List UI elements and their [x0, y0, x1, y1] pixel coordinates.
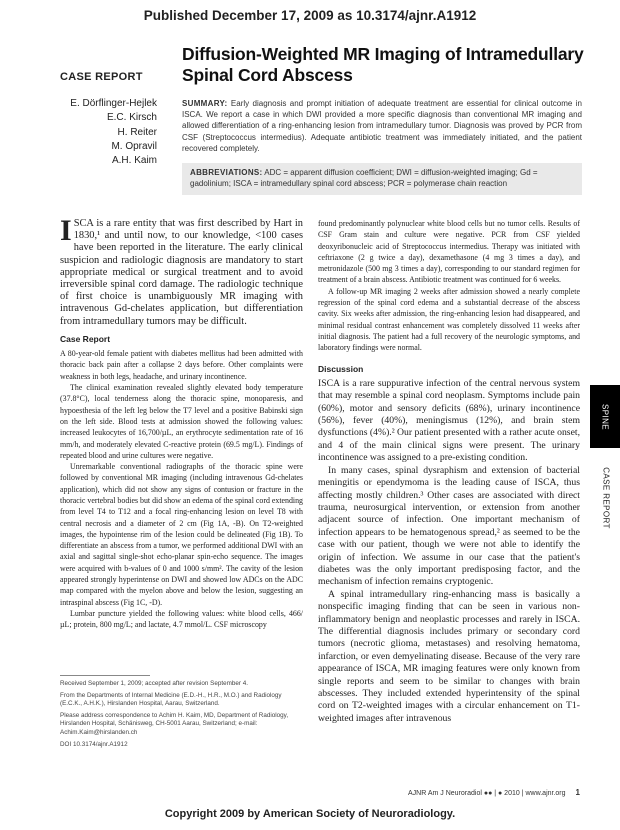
- abbreviations-label: ABBREVIATIONS:: [190, 168, 263, 177]
- summary-text: Early diagnosis and prompt initiation of adequate treatment are essential for clinical outcome in ISCA. We report a case in which DWI provided a more specific diagnosis than conventional MR imaging and allowed differentiation of a ring-enhancing lesion from intramedullary tumor. Diagnosis was proved by PCR from CSF (Streptococcus intermedius). Adequate antibiotic treatment was immediately initiated, and the patient recovered completely.: [182, 99, 582, 153]
- right-column: [318, 218, 580, 725]
- body-paragraph: A 80-year-old female patient with diabetes mellitus had been admitted with thoracic back pain after a collapse 2 days before. Other complaints were weakness in both legs, headache, and urinary incontinence.: [60, 349, 303, 381]
- journal-footer: [318, 788, 580, 797]
- journal-citation: AJNR Am J Neuroradiol ●● | ● 2010 | www.ajnr.org: [407, 790, 566, 797]
- spine-section-tab: SPINE: [590, 385, 620, 448]
- received-note: Received September 1, 2009; accepted after revision September 4.: [60, 680, 248, 687]
- summary-label: SUMMARY:: [182, 99, 228, 108]
- discussion-paragraph: A spinal intramedullary ring-enhancing mass is basically a nonspecific imaging finding that can be seen in various non-inflammatory benign and neoplastic processes and rarely in ISCA. The differential diagnosis includes primary or secondary cord tumors (necrotic glioma, metastases) and resolving hematoma, infarction, or even demyelinating disease. Because of the very rare appearance of ISCA, MR imaging features were only known from single reports and seem to be similar to changes with brain abscesses. They included extended hyperintensity of the spinal cord on T2-weighted images with a circular enhancement on T1-weighted images after intravenous: [318, 588, 580, 724]
- author-list: [70, 97, 157, 168]
- article-title: Diffusion-Weighted MR Imaging of Intramedullary Spinal Cord Abscess: [182, 44, 584, 85]
- discussion-paragraph: ISCA is a rare suppurative infection of the central nervous system that may resemble a spinal cord neoplasm. Symptoms include pain (60%), motor and sensory deficits (68%), urinary incontinence (56%), fever (40%), meningismus (12%), and brain stem dysfunctions (4%).² Our patient presented with a rather acute onset, and 4 of the main clinical signs were present. The urinary incontinence was assigned to a pre-existing condition.: [318, 377, 580, 464]
- footnotes: [60, 680, 303, 752]
- case-report-side-label: CASE REPORT: [601, 467, 611, 529]
- body-paragraph: Lumbar puncture yielded the following values: white blood cells, 466/µL; protein, 800 mg/L; and lactate, 4.7 mmol/L. CSF microscopy: [60, 608, 303, 630]
- body-paragraph: A follow-up MR imaging 2 weeks after admission showed a nearly complete regression of the spinal cord edema and a substantial decrease of the abscess cavity. Six weeks after admission, the ring-enhancing lesion had disappeared, and minimal residual contrast enhancement was completely dissolved 11 weeks after initial diagnosis. The patient had a full recovery of the neurologic symptoms, and laboratory findings were normal.: [318, 286, 580, 353]
- body-paragraph: The clinical examination revealed slightly elevated body temperature (37.8°C), local tenderness along the thoracic spine, monoparesis, and hypoesthesia of the left leg below the T7 level and a positive Babinski sign on the left side. Blood tests at admission showed the following values: increased leukocytes of 16,700/µL, an erythrocyte sedimentation rate of 16 mm/h, and moderately elevated C-reactive protein (69.5 mg/L). Findings of repeated blood and urine cultures were negative.: [60, 383, 303, 460]
- dropcap: I: [60, 214, 72, 247]
- footnote-divider: [60, 675, 150, 676]
- case-report-heading: Case Report: [60, 333, 111, 344]
- doi-note: DOI 10.3174/ajnr.A1912: [60, 740, 128, 748]
- discussion-paragraph: In many cases, spinal dysraphism and extension of bacterial meningitis or ependymoma is the leading cause of ISCA, thus affecting mostly children.³ Other cases are associated with direct trauma, neurosurgical intervention, or extension from another adjacent source of infection. One important mechanism of infection appears to be hematogenous spread,² as seemed to be the case with our patient, though we were not able to identify the origin of infection. We assume in our case that the patient's diabetes was the only important predisposing factor, and the mechanism of infection remains cryptogenic.: [318, 464, 580, 588]
- intro-paragraph: [60, 214, 303, 328]
- author: E.C. Kirsch: [106, 112, 157, 124]
- author: H. Reiter: [117, 126, 157, 138]
- author: M. Opravil: [111, 140, 157, 152]
- discussion-heading: Discussion: [318, 363, 364, 374]
- author: A.H. Kaim: [111, 155, 157, 167]
- abbreviations-box: [182, 163, 582, 195]
- copyright-notice: Copyright 2009 by American Society of Neuroradiology.: [164, 808, 456, 820]
- body-paragraph: found predominantly polynuclear white blood cells but no tumor cells. Results of CSF Gram stain and culture were negative. PCR from CSF yielded deoxyribonucleic acid of Streptococcus intermedius. Therapy was initiated with ceftriaxone (2 g twice a day), dexamethasone (4 mg 3 times a day), and metronidazole (500 mg 3 times a day), corresponding to our standard regimen for treatment of a brain abscess. Antibiotic treatment was continued for 6 weeks.: [318, 219, 580, 285]
- abbreviations-text: ADC = apparent diffusion coefficient; DWI = diffusion-weighted imaging; Gd = gadolinium; ISCA = intramedullary spinal cord abscess; PCR = polymerase chain reaction: [190, 168, 538, 189]
- correspondence-note: Please address correspondence to Achim H. Kaim, MD, Department of Radiology, Hirslanden Hospital, Schänisweg, CH-5001 Aarau, Switzerland; e-mail: Achim.Kaim@hirslanden.ch: [60, 711, 289, 736]
- author: E. Dörflinger-Hejlek: [70, 98, 157, 109]
- summary: [182, 98, 582, 154]
- page-number: 1: [575, 788, 580, 797]
- affiliation-note: From the Departments of Internal Medicine (E.D.-H., H.R., M.O.) and Radiology (E.C.K., A.H.K.), Hirslanden Hospital, Aarau, Switzerland.: [60, 691, 282, 708]
- intro-text: SCA is a rare entity that was first described by Hart in 1830,¹ and until now, to our knowledge, <100 cases have been reported in the literature. The early clinical suspicion and radiologic diagnosis are mandatory to start appropriate medical or surgical treatment and to avoid irreversible spinal cord damage. The radiologic technique of first choice is unambiguously MR imaging with intravenous Gd-chelates application, but differentiation from intramedullary tumors may be difficult.: [60, 218, 303, 327]
- published-notice: Published December 17, 2009 as 10.3174/ajnr.A1912: [143, 8, 477, 23]
- body-paragraph: Unremarkable conventional radiographs of the thoracic spine were followed by conventional MR imaging (including intravenous Gd-chelates application), which did not show any signs of contusion or fracture in the thoracic vertebral bodies but did show an edema of the spinal cord extending from level T4 to T12 and a focal ring-enhancing lesion on level T8 with central necrosis and a diameter of 2 cm (Fig 1A, -B). On T2-weighted images, the hypointense rim of the lesion could be delineated (Fig 1B). To differentiate an abscess from a tumor, we performed additional DWI with an axial and sagittal single-shot echo-planar spin-echo sequence. The images were acquired with b-values of 0 and 1000 s/mm². The cavity of the lesion appeared strongly hyperintense on DWI and showed low ADCs on the ADC map compared with the myelon above and below the lesion, suggesting an intraspinal abscess (Fig 1C, -D).: [60, 462, 303, 607]
- left-column: [60, 214, 303, 631]
- section-label: CASE REPORT: [60, 71, 143, 83]
